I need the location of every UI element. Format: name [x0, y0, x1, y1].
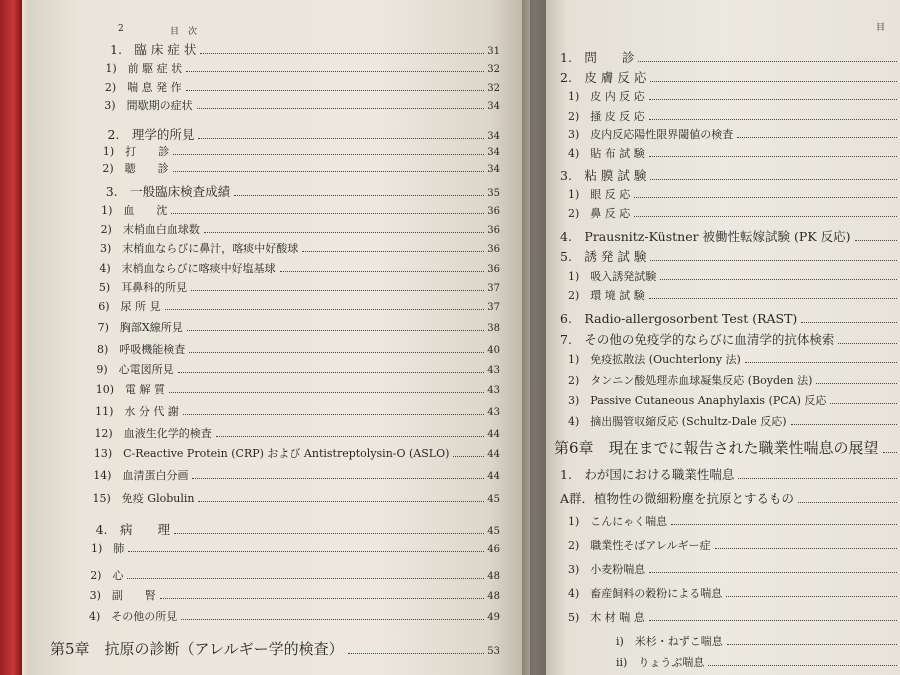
dot-leader	[649, 119, 897, 120]
toc-entry	[102, 160, 500, 176]
toc-entry-label: 2. 皮 膚 反 応	[560, 70, 647, 85]
toc-entry	[90, 567, 500, 583]
page-number: 2	[118, 24, 124, 34]
toc-entry-page-number: 37	[487, 302, 500, 313]
toc-entry-label: 第5章 抗原の診断（アレルギー学的検査）	[50, 640, 344, 658]
toc-entry	[105, 79, 500, 95]
toc-entry-label: 1. わが国における職業性喘息	[560, 467, 735, 482]
toc-entry	[89, 608, 500, 624]
toc-entry-label: 1. 問 診	[560, 50, 635, 65]
toc-entry-label: 2) 環 境 試 験	[568, 289, 645, 302]
dot-leader	[649, 99, 897, 100]
dot-leader	[650, 81, 897, 82]
toc-entry	[568, 268, 900, 284]
toc-entry-label: 3. 粘 膜 試 験	[560, 168, 647, 183]
toc-entry-label: 13) C-Reactive Protein (CRP) および Antistreptolysin-O (ASLO)	[93, 447, 450, 460]
toc-entry	[96, 381, 500, 397]
toc-entry	[568, 392, 900, 408]
toc-entry-page-number: 37	[487, 283, 500, 294]
toc-entry	[95, 403, 500, 419]
toc-entry	[560, 227, 900, 245]
toc-entry	[94, 425, 500, 441]
toc-entry-label: 3. 一般臨床検査成績	[105, 184, 231, 199]
dot-leader	[198, 138, 484, 139]
dot-leader	[650, 260, 897, 261]
toc-entry	[104, 97, 500, 113]
toc-entry	[91, 540, 500, 556]
dot-leader	[171, 213, 484, 214]
page-edges	[22, 0, 30, 675]
toc-entry-label: 3) 末梢血ならびに鼻汁，喀痰中好酸球	[100, 242, 299, 255]
left-page	[30, 0, 530, 675]
toc-entry	[98, 298, 500, 314]
toc-entry	[616, 654, 900, 670]
toc-entry	[616, 633, 900, 649]
toc-entry-page-number: 43	[487, 385, 500, 396]
toc-entry	[106, 182, 500, 200]
toc-entry-label: A群．植物性の微細粉塵を抗原とするもの	[560, 491, 795, 506]
dot-leader	[649, 572, 897, 573]
dot-leader	[348, 653, 485, 654]
dot-leader	[745, 362, 897, 363]
toc-entry-label: 2) 職業性そばアレルギー症	[568, 539, 711, 552]
dot-leader	[671, 524, 897, 525]
toc-entry-label: 4) 末梢血ならびに喀痰中好塩基球	[99, 262, 276, 275]
gutter-shadow	[522, 0, 546, 675]
toc-entry	[568, 351, 900, 367]
toc-entry-label: 1) 血 沈	[101, 204, 168, 217]
toc-entry-label: 2) 聴 診	[102, 162, 169, 175]
dot-leader	[189, 352, 484, 353]
toc-entry-label: 1) 皮 内 反 応	[568, 90, 645, 103]
dot-leader	[197, 108, 485, 109]
dot-leader	[216, 436, 485, 437]
toc-entry	[93, 467, 500, 483]
dot-leader	[173, 154, 484, 155]
toc-entry-label: 4) 摘出腸管収縮反応 (Schultz-Dale 反応)	[568, 415, 787, 428]
dot-leader	[173, 171, 485, 172]
dot-leader	[660, 279, 897, 280]
toc-entry-label: 7. その他の免疫学的ならびに血清学的抗体検索	[560, 332, 835, 347]
toc-entry-label: 10) 電 解 質	[95, 383, 166, 396]
dot-leader	[649, 298, 897, 299]
dot-leader	[174, 533, 484, 534]
dot-leader	[183, 414, 484, 415]
dot-leader	[816, 383, 897, 384]
toc-entry	[568, 513, 900, 529]
toc-entry	[99, 279, 500, 295]
dot-leader	[200, 53, 484, 54]
dot-leader	[791, 424, 897, 425]
toc-entry-page-number: 44	[487, 471, 500, 482]
toc-entry-page-number: 48	[487, 571, 500, 582]
toc-entry	[568, 537, 900, 553]
dot-leader	[638, 61, 897, 62]
toc-entry	[568, 126, 900, 142]
dot-leader	[855, 240, 897, 241]
dot-leader	[830, 403, 897, 404]
toc-entry-label: 1) 吸入誘発試験	[568, 270, 657, 283]
toc-entry-label: 2) 鼻 反 応	[568, 207, 631, 220]
toc-entry-label: 4) その他の所見	[88, 610, 178, 623]
toc-entry-label: 1. 臨 床 症 状	[110, 42, 197, 57]
toc-entry	[560, 68, 900, 86]
dot-leader	[737, 137, 897, 138]
toc-entry-label: 8) 呼吸機能検査	[96, 343, 186, 356]
toc-entry-label: 2) 喘 息 発 作	[104, 81, 182, 94]
toc-entry	[110, 40, 500, 58]
toc-entry-label: 14) 血清蛋白分画	[93, 469, 189, 482]
toc-entry-page-number: 34	[487, 101, 500, 112]
toc-entry-page-number: 43	[487, 365, 500, 376]
toc-entry	[560, 465, 900, 483]
toc-entry-label: 3) Passive Cutaneous Anaphylaxis (PCA) 反応	[568, 394, 827, 407]
dot-leader	[715, 548, 897, 549]
toc-entry	[568, 561, 900, 577]
toc-entry-page-number: 34	[487, 147, 500, 158]
toc-entry	[568, 108, 900, 124]
dot-leader	[169, 392, 484, 393]
toc-entry	[103, 143, 500, 159]
dot-leader	[801, 322, 897, 323]
dot-leader	[453, 456, 484, 457]
toc-entry-page-number: 48	[487, 591, 500, 602]
toc-entry	[96, 361, 500, 377]
toc-entry-page-number: 32	[487, 64, 500, 75]
red-cover-binding	[0, 0, 22, 675]
toc-entry-page-number: 36	[487, 225, 500, 236]
toc-entry	[101, 202, 500, 218]
toc-entry	[98, 319, 500, 335]
toc-entry	[99, 260, 500, 276]
toc-entry-label: 1) 打 診	[102, 145, 170, 158]
dot-leader	[186, 71, 484, 72]
toc-entry-label: 5) 耳鼻科的所見	[98, 281, 188, 294]
toc-entry-label: 1) こんにゃく喘息	[568, 515, 668, 528]
toc-entry	[568, 372, 900, 388]
toc-entry-label: 15) 免疫 Globulin	[92, 492, 195, 505]
toc-entry	[568, 145, 900, 161]
toc-entry-label: 4) 貼 布 試 験	[568, 147, 645, 160]
toc-entry-label: 3) 小麦粉喘息	[568, 563, 646, 576]
toc-entry-label: 1) 前 駆 症 状	[105, 62, 183, 75]
toc-entry-page-number: 31	[487, 46, 500, 57]
toc-entry	[96, 520, 500, 538]
toc-entry-label: 12) 血液生化学的検査	[94, 427, 212, 440]
dot-leader	[708, 665, 897, 666]
dot-leader	[838, 343, 897, 344]
toc-entry-page-number: 45	[487, 494, 500, 505]
toc-entry	[560, 166, 900, 184]
toc-entry-label: 11) 水 分 代 謝	[95, 405, 179, 418]
toc-entry	[50, 638, 500, 659]
toc-entry-label: 4. 病 理	[95, 522, 171, 537]
dot-leader	[186, 90, 485, 91]
toc-entry-label: 1) 肺	[91, 542, 125, 555]
toc-entry	[568, 609, 900, 625]
toc-entry-page-number: 34	[487, 131, 500, 142]
dot-leader	[178, 372, 485, 373]
toc-entry	[93, 490, 501, 506]
dot-leader	[738, 478, 897, 479]
toc-entry	[97, 341, 500, 357]
toc-entry	[568, 205, 900, 221]
toc-entry-label: 4) 畜産飼料の穀粉による喘息	[568, 587, 723, 600]
toc-entry	[101, 221, 500, 237]
toc-entry-page-number: 46	[487, 544, 500, 555]
toc-entry-label: 2) タンニン酸処理赤血球凝集反応 (Boyden 法)	[568, 374, 813, 387]
toc-entry-page-number: 32	[487, 83, 500, 94]
toc-entry	[105, 60, 500, 76]
dot-leader	[649, 156, 897, 157]
toc-entry-label: 6. Radio-allergosorbent Test (RAST)	[560, 311, 798, 326]
toc-entry-page-number: 49	[487, 612, 500, 623]
dot-leader	[160, 598, 484, 599]
toc-entry-page-number: 44	[487, 429, 500, 440]
toc-entry-label: 2. 理学的所見	[107, 127, 195, 142]
toc-entry	[568, 585, 900, 601]
dot-leader	[798, 502, 897, 503]
toc-entry-label: 第6章 現在までに報告された職業性喘息の展望	[554, 439, 879, 457]
toc-entry-label: 3) 副 腎	[89, 589, 156, 602]
toc-entry-page-number: 53	[487, 646, 500, 657]
toc-entry-label: 7) 胸部X線所見	[97, 321, 183, 334]
toc-entry	[560, 330, 900, 348]
toc-entry-page-number: 38	[487, 323, 500, 334]
dot-leader	[883, 452, 897, 453]
dot-leader	[234, 195, 484, 196]
dot-leader	[634, 197, 897, 198]
dot-leader	[192, 478, 484, 479]
dot-leader	[280, 271, 485, 272]
toc-entry	[554, 437, 900, 458]
toc-entry-label: 6) 尿 所 見	[98, 300, 161, 313]
toc-entry-page-number: 45	[487, 526, 500, 537]
toc-entry-label: 4. Prausnitz-Küstner 被働性転嫁試験 (PK 反応)	[560, 229, 851, 244]
toc-entry-page-number: 36	[487, 264, 500, 275]
toc-entry-label: 2) 掻 皮 反 応	[568, 110, 645, 123]
toc-entry-page-number: 43	[487, 407, 500, 418]
toc-entry-page-number: 44	[487, 449, 500, 460]
dot-leader	[127, 578, 484, 579]
toc-entry	[560, 309, 900, 327]
toc-entry-label: 1) 免疫拡散法 (Ouchterlony 法)	[568, 353, 741, 366]
dot-leader	[649, 620, 897, 621]
toc-entry	[90, 587, 500, 603]
dot-leader	[128, 551, 484, 552]
toc-entry	[94, 445, 500, 461]
toc-entry	[568, 413, 900, 429]
toc-entry	[560, 489, 900, 507]
toc-entry	[568, 88, 900, 104]
toc-entry	[100, 240, 500, 256]
dot-leader	[727, 644, 897, 645]
toc-entry-label: 5. 誘 発 試 験	[560, 249, 647, 264]
dot-leader	[187, 330, 485, 331]
dot-leader	[181, 619, 484, 620]
dot-leader	[634, 216, 897, 217]
dot-leader	[726, 596, 897, 597]
toc-entry-label: 3) 皮内反応陽性限界閾値の検査	[568, 128, 734, 141]
dot-leader	[204, 232, 484, 233]
toc-entry-page-number: 34	[487, 164, 500, 175]
toc-entry	[560, 48, 900, 66]
toc-entry-label: 9) 心電図所見	[96, 363, 174, 376]
toc-entry-label: 3) 間歇期の症状	[104, 99, 193, 112]
toc-entry-label: 2) 末梢血白血球数	[100, 223, 200, 236]
toc-entry-page-number: 35	[487, 188, 500, 199]
dot-leader	[198, 501, 484, 502]
dot-leader	[650, 179, 897, 180]
toc-entry-label: 5) 木 材 喘 息	[568, 611, 645, 624]
toc-entry-label: 1) 眼 反 応	[568, 188, 631, 201]
toc-entry-page-number: 36	[487, 244, 500, 255]
toc-entry	[568, 287, 900, 303]
toc-entry-label: i) 米杉・ねずこ喘息	[616, 635, 723, 648]
toc-entry-page-number: 40	[487, 345, 500, 356]
toc-entry-page-number: 36	[487, 206, 500, 217]
dot-leader	[302, 251, 484, 252]
toc-entry-label: 2) 心	[90, 569, 124, 582]
toc-entry	[568, 186, 900, 202]
page-header-title: 目 次	[170, 27, 198, 37]
right-page	[546, 0, 900, 675]
page-header-title: 目	[876, 23, 886, 33]
dot-leader	[191, 290, 484, 291]
dot-leader	[165, 309, 485, 310]
toc-entry-label: ii) りょうぶ喘息	[616, 656, 705, 669]
toc-entry	[107, 125, 500, 143]
toc-entry	[560, 247, 900, 265]
